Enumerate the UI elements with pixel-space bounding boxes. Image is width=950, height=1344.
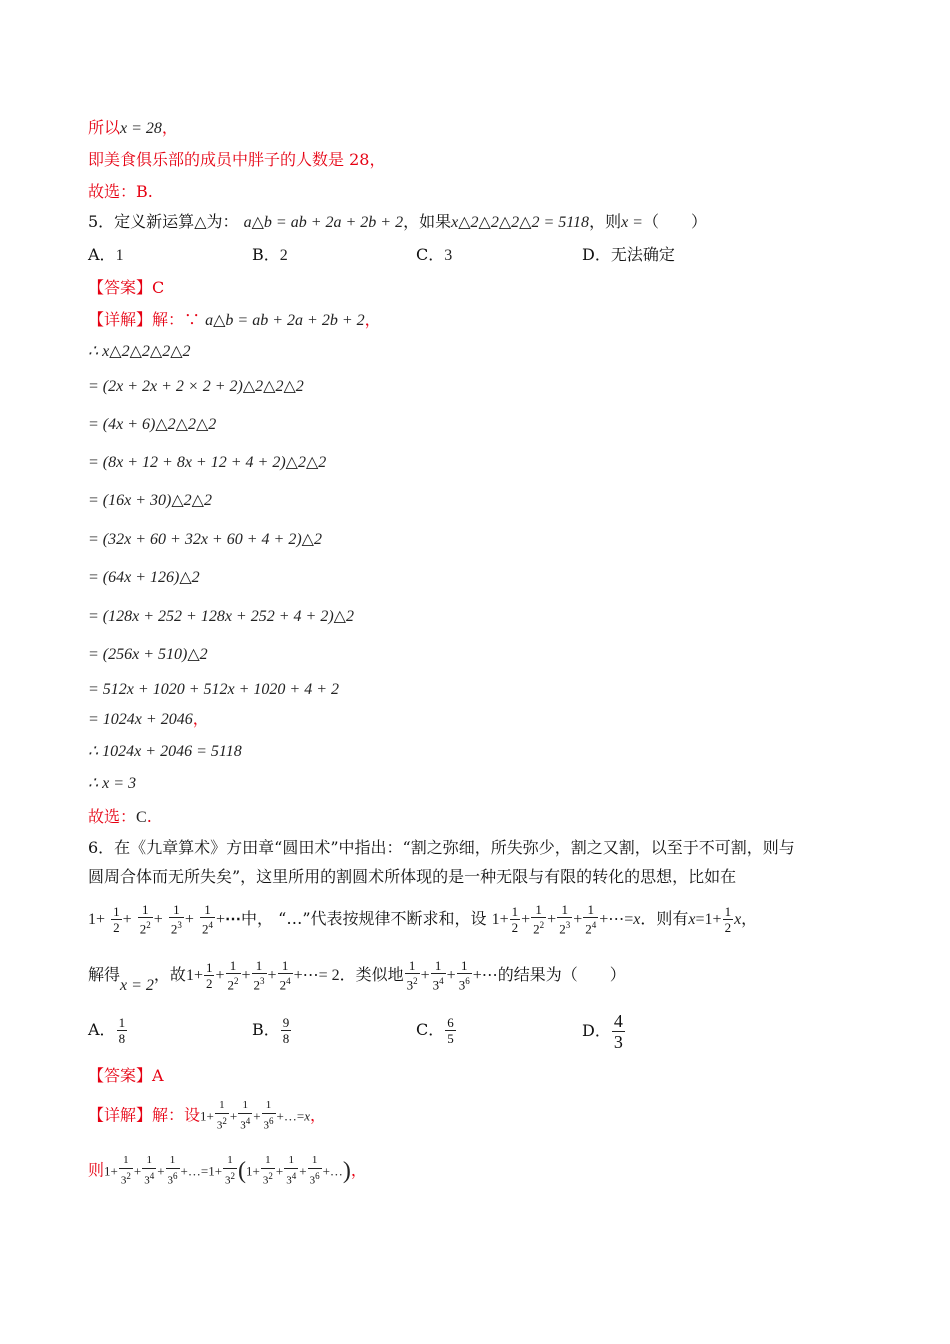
frac-1-2qu: $\frac{1}{2^4}$ [202,902,213,937]
q5-option-b: B．2 [252,245,288,264]
q6-stem-line-2: 圆周合体而无所失矣”，这里所用的割圆术所体现的是一种无限与有限的转化的思想，比如在 [88,867,737,886]
frac-1-2sq: $\frac{1}{2^2}$ [139,902,151,937]
q5-step-13: ∴ x = 3 [88,775,137,792]
q5-step-12: ∴ 1024x + 2046 = 5118 [88,743,242,760]
q5-step-6: = (32x + 60 + 32x + 60 + 4 + 2)△2 [88,531,322,548]
q5-option-a: A．1 [88,245,124,264]
q5-choice: 故选：C. [88,807,152,826]
q5-step-3: = (4x + 6)△2△2△2 [88,416,217,433]
q6-detail-line-1: 【详解】解：设1+ $\frac{1}{3^2}$ + $\frac{1}{3^4}$ + $\frac{1}{3^6}$ +…=x， [88,1099,327,1132]
q5-stem: 5．定义新运算△为： a△b = ab + 2a + 2b + 2，如果x△2△2△2△2 = 5118，则x =（ ） [88,212,707,231]
q5-step-1: ∴ x△2△2△2△2 [88,343,191,360]
q6-option-c: C． $\frac{6}{5}$ [416,1015,454,1046]
q5-answer: 【答案】C [88,278,165,297]
q5-step-10: = 512x + 1020 + 512x + 1020 + 4 + 2 [88,681,339,698]
solution-line-1: 所以x = 28， [88,118,178,137]
math-x-28: x = 28 [120,120,162,137]
solution-choice: 故选：B. [88,182,153,201]
q6-stem-line-3: 1+ $\frac{1}{2}$ + $\frac{1}{2^2}$ + $\frac{1}{2^3}$ + $\frac{1}{2^4}$ +⋯中， “…”代表按规律不断求和，设 1+ $\frac{1}{2}$ + $\frac{1}{2^2}$ + $\frac{1}{2^3}$ + $\frac{1}{2^4}$ +⋯=x．则有x=1+ $\frac{1}{2}$ x， [88,902,758,937]
q6-option-a: A． $\frac{1}{8}$ [88,1015,126,1046]
q5-step-5: = (16x + 30)△2△2 [88,492,212,509]
q6-detail-line-2: 则1+ $\frac{1}{3^2}$ + $\frac{1}{3^4}$ + $\frac{1}{3^6}$ +…=1+ $\frac{1}{3^2}$ (1+ $\frac{1}{3^2}$ + $\frac{1}{3^4}$ + $\frac{1}{3^6}$ +…)， [88,1154,367,1187]
solution-line-2: 即美食俱乐部的成员中胖子的人数是 28， [88,150,386,169]
q5-step-7: = (64x + 126)△2 [88,569,200,586]
q5-option-c: C．3 [416,245,453,264]
q6-answer: 【答案】A [88,1066,164,1085]
q5-detail-intro: 【详解】解：∵ a△b = ab + 2a + 2b + 2， [88,310,381,329]
q6-stem-line-4: 解得x = 2，故1+ $\frac{1}{2}$ + $\frac{1}{2^2}$ + $\frac{1}{2^3}$ + $\frac{1}{2^4}$ +⋯= 2．类似地 $\frac{1}{3^2}$ + $\frac{1}{3^4}$ + $\frac{1}{3^6}$ +⋯的结果为（ ） [88,958,626,994]
q6-stem-line-1: 6．在《九章算术》方田章“圆田术”中指出：“割之弥细，所失弥少，割之又割，以至于不可割，则与 [88,838,795,857]
q5-step-4: = (8x + 12 + 8x + 12 + 4 + 2)△2△2 [88,454,327,471]
q5-step-9: = (256x + 510)△2 [88,646,208,663]
q6-option-b: B． $\frac{9}{8}$ [252,1015,290,1046]
frac-1-2cu: $\frac{1}{2^3}$ [170,902,182,937]
q6-option-d: D． $\frac{4}{3}$ [582,1011,623,1052]
frac-1-2: $\frac{1}{2}$ [113,904,120,935]
q5-step-11: = 1024x + 2046， [88,709,209,728]
q5-option-d: D．无法确定 [582,245,675,264]
q5-step-2: = (2x + 2x + 2 × 2 + 2)△2△2△2 [88,378,304,395]
q5-step-8: = (128x + 252 + 128x + 252 + 4 + 2)△2 [88,608,354,625]
